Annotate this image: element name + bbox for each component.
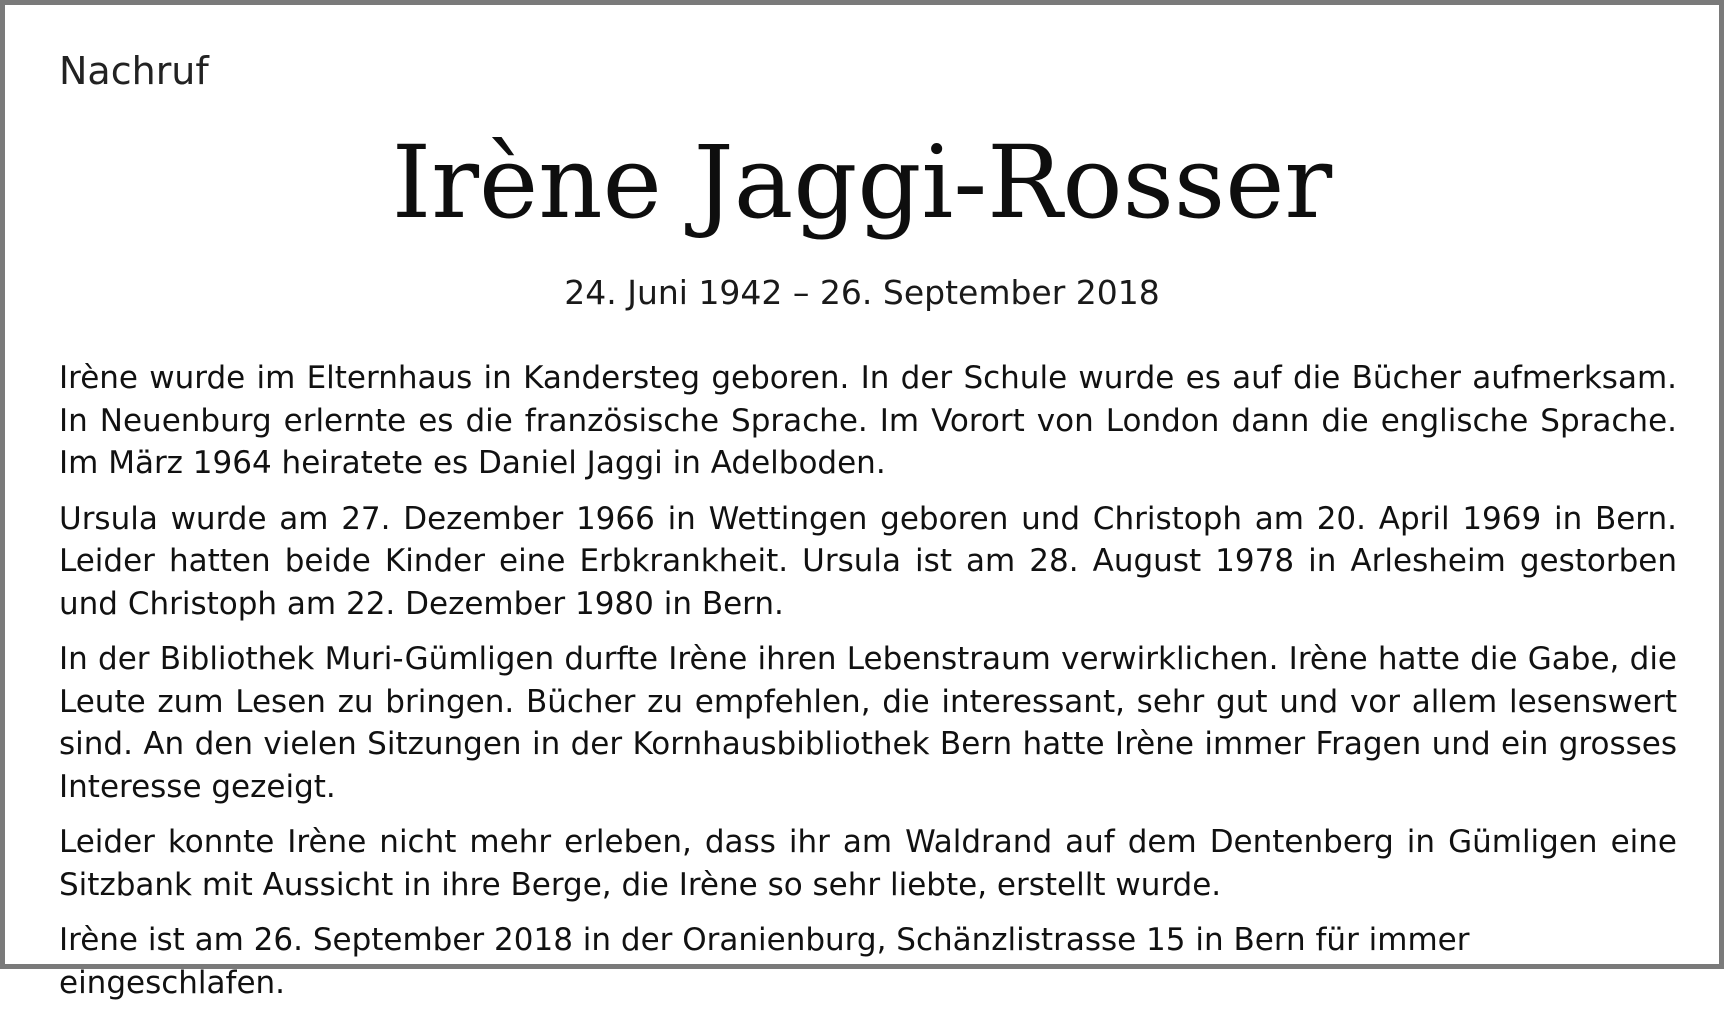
document-label: Nachruf <box>59 49 209 93</box>
paragraph-passing: Irène ist am 26. September 2018 in der Oranienburg, Schänzlistrasse 15 in Bern für immer eingeschlafen. <box>59 922 1470 1001</box>
life-dates: 24. Juni 1942 – 26. September 2018 <box>564 273 1160 312</box>
paragraph-bench: Leider konnte Irène nicht mehr erleben, dass ihr am Waldrand auf dem Dentenberg in Gümligen eine Sitzbank mit Aussicht in ihre Berge, die Irène so sehr liebte, erstellt wurde. <box>59 824 1677 903</box>
paragraph-children: Ursula wurde am 27. Dezember 1966 in Wettingen geboren und Christoph am 20. April 1969 in Bern. Leider hatten beide Kinder eine Erbkrankheit. Ursula ist am 28. August 1978 in Arlesheim gestorben und Christoph am 22. Dezember 1980 in Bern. <box>59 500 1677 622</box>
obituary-body <box>59 357 1677 1017</box>
paragraph-early-life: Irène wurde im Elternhaus in Kandersteg geboren. In der Schule wurde es auf die Bücher aufmerksam. In Neuenburg erlernte es die französische Sprache. Im Vorort von London dann die englische Sprache. Im März 1964 heiratete es Daniel Jaggi in Adelboden. <box>59 360 1677 481</box>
deceased-name: Irène Jaggi-Rosser <box>391 124 1333 241</box>
paragraph-library: In der Bibliothek Muri-Gümligen durfte Irène ihren Lebenstraum verwirklichen. Irène hatte die Gabe, die Leute zum Lesen zu bringen. Bücher zu empfehlen, die interessant, sehr gut und vor allem lesenswert sind. An den vielen Sitzungen in der Kornhausbibliothek Bern hatte Irène immer Fragen und ein grosses Interesse gezeigt. <box>59 641 1677 805</box>
